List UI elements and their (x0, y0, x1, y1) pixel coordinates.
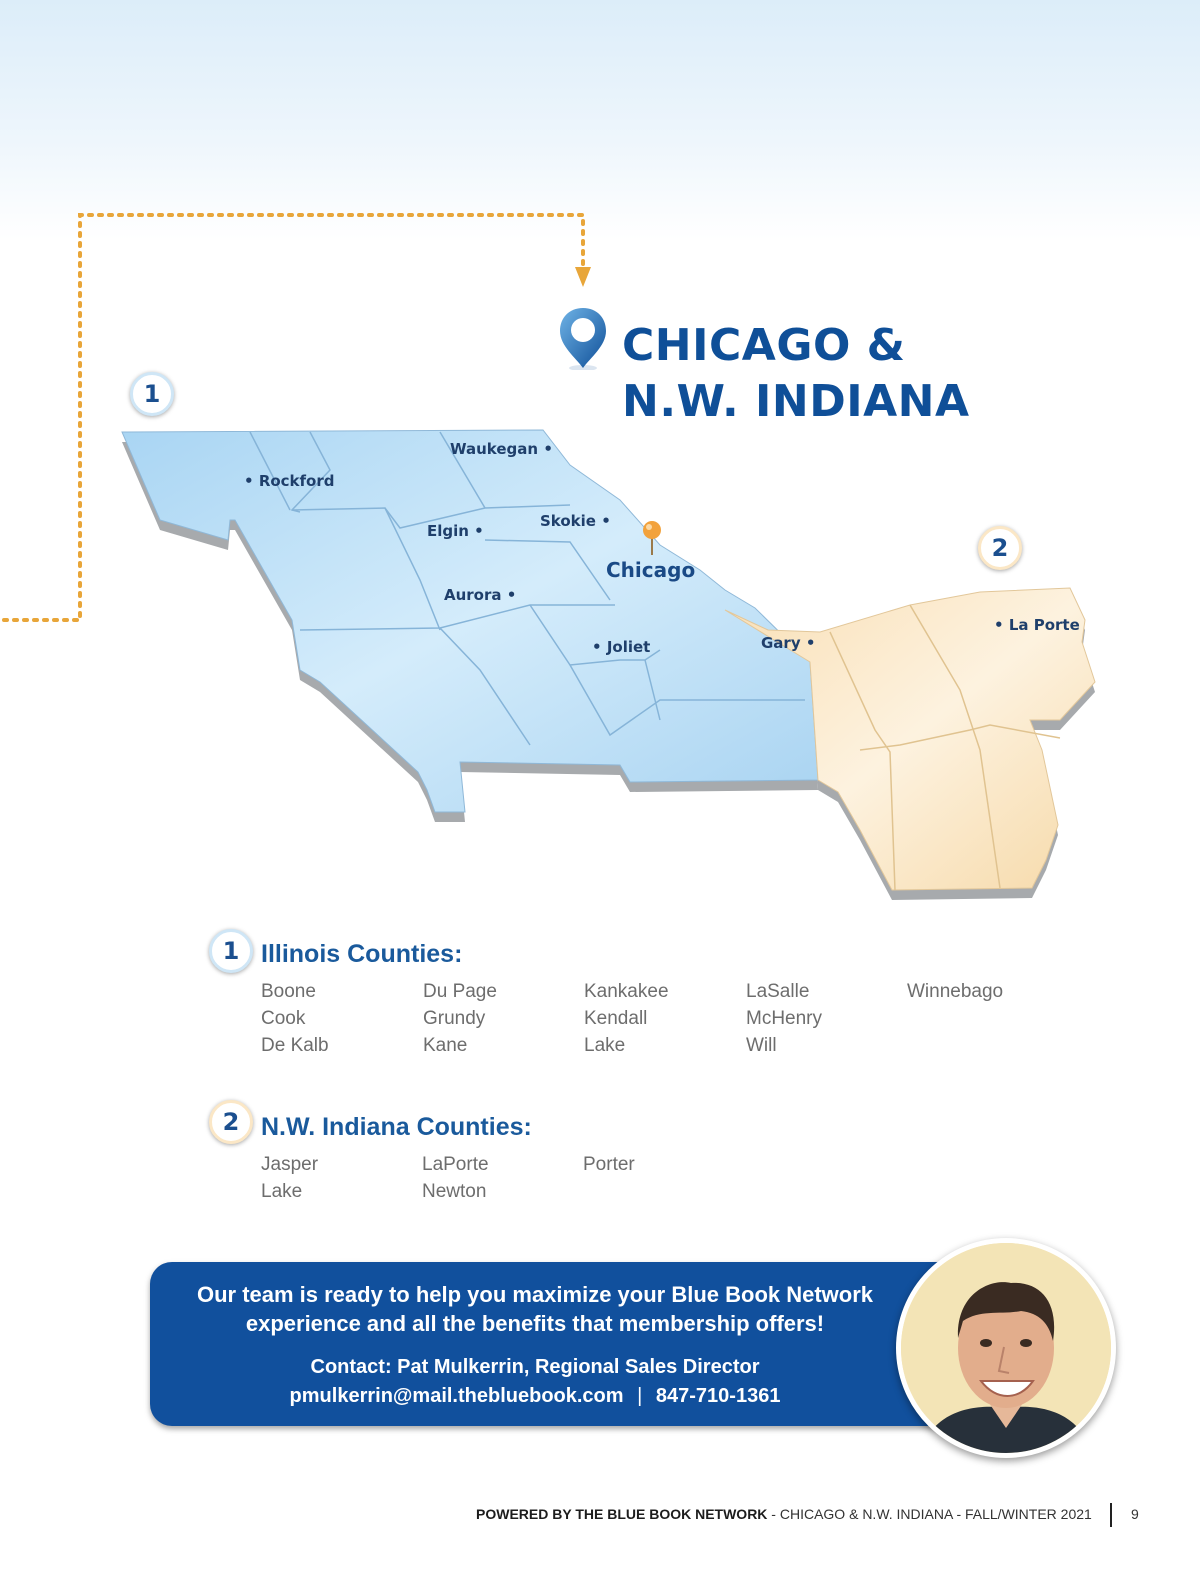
page-title (622, 318, 970, 430)
indiana-column-2 (422, 1151, 489, 1205)
indiana-column-3 (583, 1151, 635, 1178)
illinois-column-2 (423, 978, 497, 1059)
contact-email[interactable]: pmulkerrin@mail.thebluebook.com (289, 1385, 624, 1407)
county-item: Lake (261, 1181, 303, 1202)
contact-banner (150, 1262, 960, 1426)
page-number: 9 (1131, 1506, 1139, 1522)
banner-message (150, 1280, 920, 1338)
contact-name: Contact: Pat Mulkerrin, Regional Sales Director (310, 1356, 760, 1378)
city-chicago: Chicago (606, 558, 696, 582)
footer-brand: POWERED BY THE BLUE BOOK NETWORK (476, 1506, 768, 1522)
county-item: McHenry (746, 1008, 823, 1029)
location-pin-icon (556, 306, 610, 370)
region-map (100, 420, 1110, 920)
county-item: Kankakee (584, 981, 669, 1002)
county-item: Porter (583, 1154, 635, 1175)
region-map-graphic (100, 420, 1110, 920)
contact-avatar (896, 1238, 1116, 1458)
city-rockford: • Rockford (244, 472, 335, 490)
banner-line-2: experience and all the benefits that membership offers! (245, 1311, 825, 1336)
county-item: LaPorte (422, 1154, 489, 1175)
indiana-counties-title: N.W. Indiana Counties: (261, 1113, 532, 1141)
title-line-2: N.W. INDIANA (622, 376, 970, 427)
illinois-column-3 (584, 978, 669, 1059)
contact-separator: | (637, 1385, 643, 1407)
county-item: Du Page (423, 981, 497, 1002)
title-line-1: CHICAGO & (622, 320, 906, 371)
county-item: Kane (423, 1035, 468, 1056)
county-item: LaSalle (746, 981, 810, 1002)
city-skokie: Skokie • (540, 512, 611, 530)
arrow-down-icon (575, 267, 591, 287)
illinois-column-1 (261, 978, 329, 1059)
county-item: Will (746, 1035, 777, 1056)
county-item: Jasper (261, 1154, 319, 1175)
contact-phone[interactable]: 847-710-1361 (655, 1385, 781, 1407)
indiana-map-badge: 2 (978, 526, 1022, 570)
contact-details (150, 1382, 920, 1411)
county-item: Newton (422, 1181, 487, 1202)
county-item: Grundy (423, 1008, 486, 1029)
city-elgin: Elgin • (427, 522, 484, 540)
county-item: Kendall (584, 1008, 648, 1029)
city-la-porte: • La Porte (994, 616, 1080, 634)
footer-divider (1110, 1503, 1112, 1527)
illinois-column-4 (746, 978, 822, 1059)
city-waukegan: Waukegan • (450, 440, 553, 458)
illinois-map-badge: 1 (130, 372, 174, 416)
illinois-section-badge: 1 (209, 929, 253, 973)
city-aurora: Aurora • (444, 586, 517, 604)
indiana-counties-list (261, 1151, 761, 1211)
county-item: De Kalb (261, 1035, 329, 1056)
illinois-counties-list (261, 978, 1081, 1068)
indiana-column-1 (261, 1151, 318, 1205)
county-item: Cook (261, 1008, 306, 1029)
county-item: Boone (261, 981, 316, 1002)
avatar-illustration (901, 1243, 1111, 1453)
page-footer (476, 1506, 1092, 1522)
county-item: Winnebago (907, 981, 1004, 1002)
banner-contact (150, 1353, 920, 1411)
city-gary: Gary • (761, 634, 816, 652)
county-item: Lake (584, 1035, 626, 1056)
banner-line-1: Our team is ready to help you maximize your Blue Book Network (196, 1282, 874, 1307)
indiana-section-badge: 2 (209, 1100, 253, 1144)
footer-edition: - CHICAGO & N.W. INDIANA - FALL/WINTER 2021 (767, 1506, 1092, 1522)
city-joliet: • Joliet (592, 638, 651, 656)
illinois-counties-title: Illinois Counties: (261, 940, 463, 968)
illinois-column-5 (907, 978, 1003, 1005)
